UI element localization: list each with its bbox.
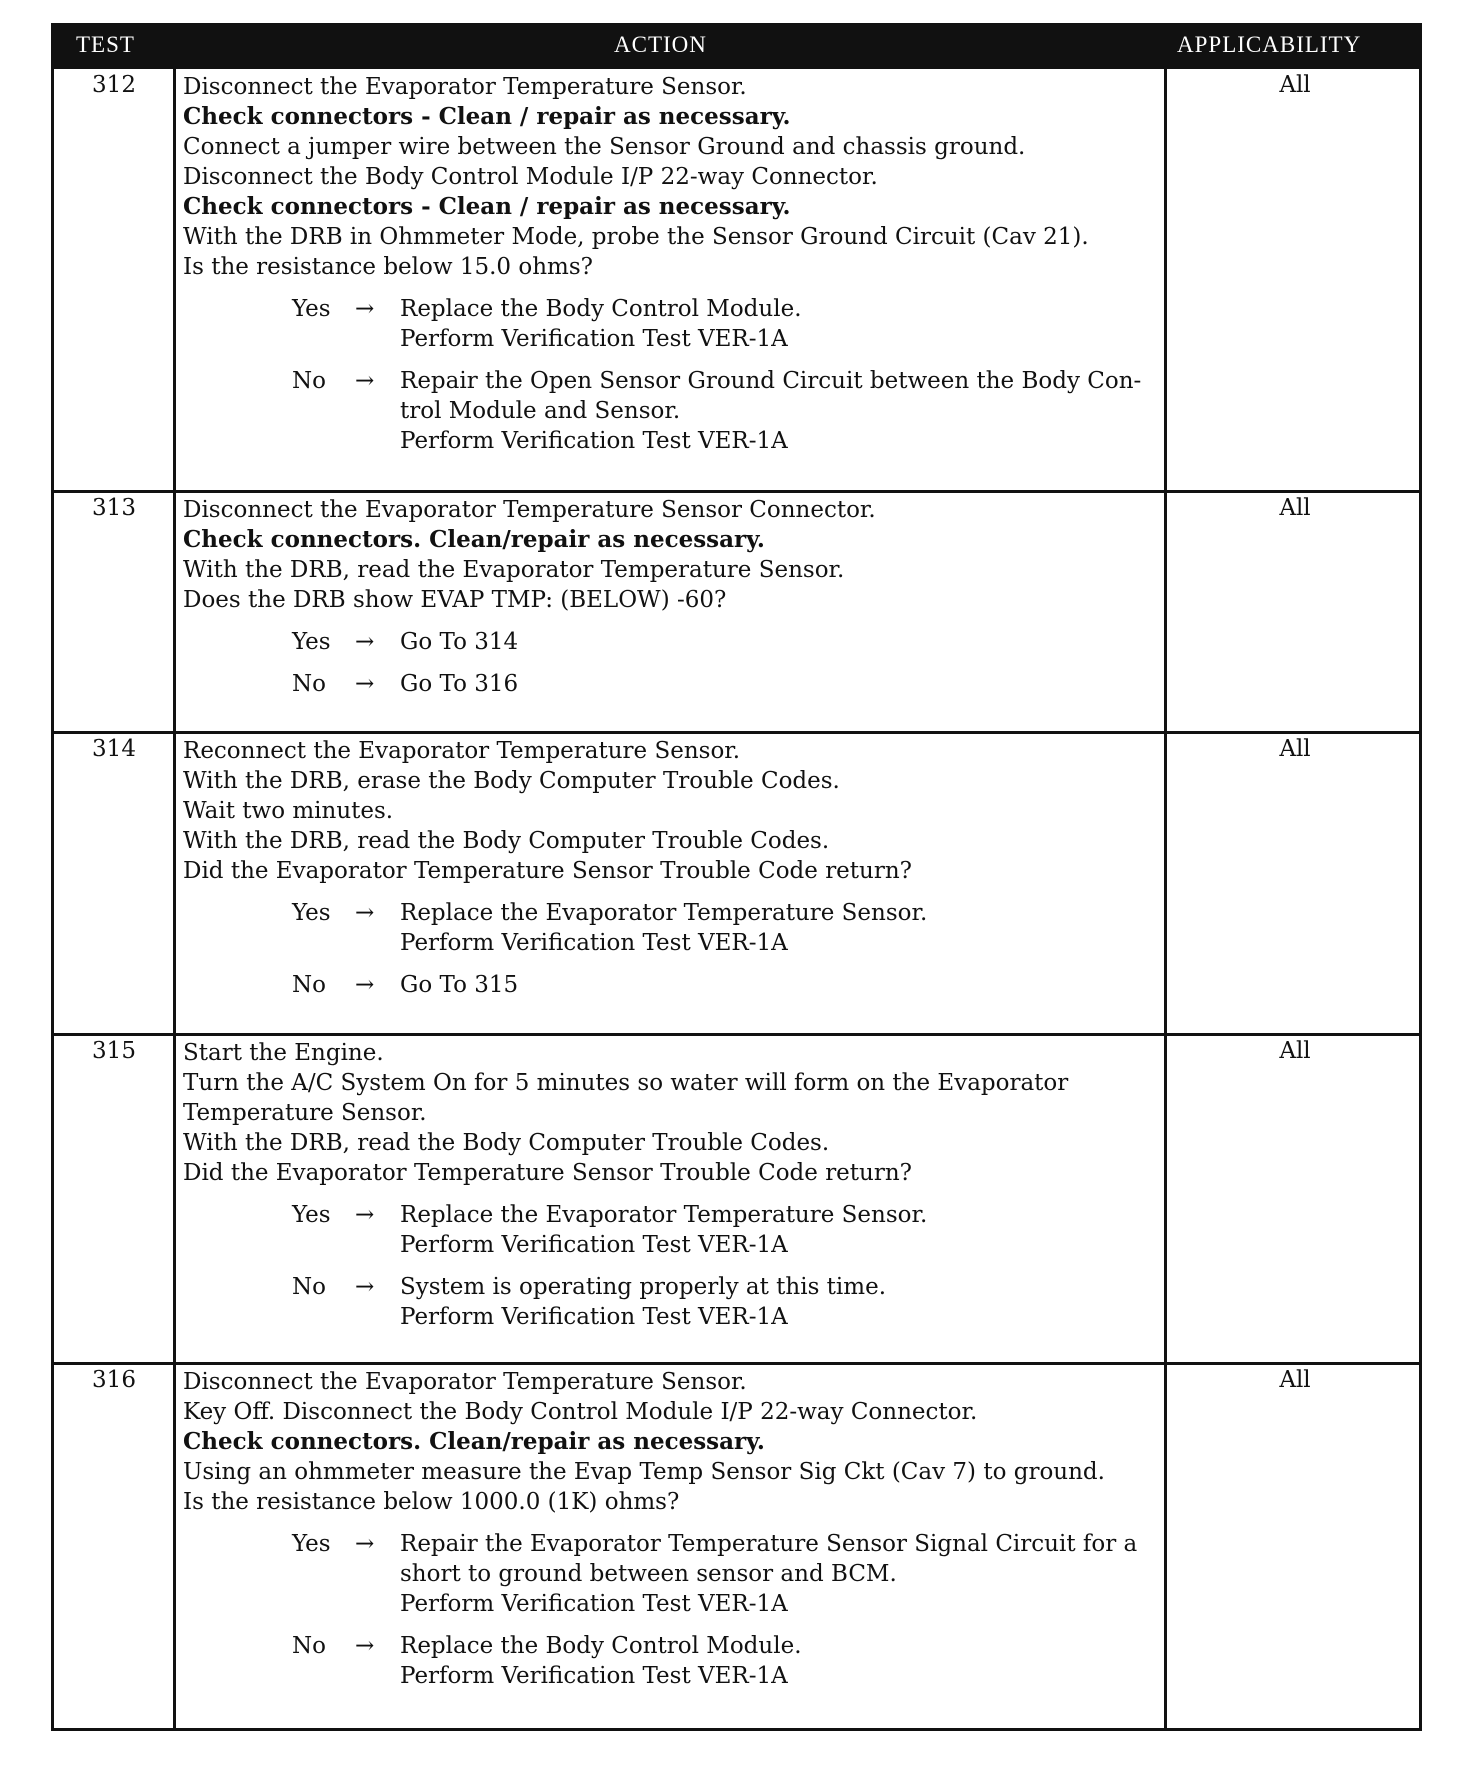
branch-yes [183,1529,1160,1619]
action-line: Check connectors - Clean / repair as necessary. [183,103,791,130]
test-number: 312 [92,72,136,98]
diagnostic-table [51,23,1422,1731]
action-cell [183,495,1160,699]
branch-text: Go To 315 [400,972,519,998]
branch-text: Perform Verification Test VER-1A [400,1663,788,1689]
action-line: Reconnect the Evaporator Temperature Sensor. [183,738,741,764]
action-line: Is the resistance below 1000.0 (1K) ohms? [183,1489,680,1515]
action-line: Check connectors. Clean/repair as necessary. [183,1428,765,1455]
header-action: ACTION [614,32,707,57]
branch-label: No [292,1633,326,1659]
action-line: With the DRB, read the Body Computer Trouble Codes. [183,1130,830,1156]
arrow-right-icon: → [355,1274,375,1300]
action-line: With the DRB in Ohmmeter Mode, probe the Sensor Ground Circuit (Cav 21). [183,224,1089,250]
action-line: Connect a jumper wire between the Sensor Ground and chassis ground. [183,134,1026,160]
column-divider-applicability [1164,26,1167,1728]
branch-text: Perform Verification Test VER-1A [400,1232,788,1258]
branch-text: Replace the Evaporator Temperature Sensor. [400,900,928,926]
action-line: Turn the A/C System On for 5 minutes so water will form on the Evaporator [183,1070,1069,1096]
branch-no [183,1272,1160,1332]
branch-yes [183,1200,1160,1260]
branch-label: Yes [292,629,331,655]
arrow-right-icon: → [355,1202,375,1228]
action-line: Start the Engine. [183,1040,384,1066]
branch-label: Yes [292,1202,331,1228]
arrow-right-icon: → [355,1531,375,1557]
table-header [54,26,1419,69]
branch-text: Perform Verification Test VER-1A [400,930,788,956]
branch-no [183,970,1160,1000]
action-cell [183,736,1160,1000]
action-line: With the DRB, read the Evaporator Temperature Sensor. [183,557,845,583]
branch-text: Repair the Evaporator Temperature Sensor Signal Circuit for a [400,1531,1138,1557]
action-line: Disconnect the Body Control Module I/P 22-way Connector. [183,164,878,190]
action-line: Key Off. Disconnect the Body Control Module I/P 22-way Connector. [183,1399,978,1425]
branch-text: Perform Verification Test VER-1A [400,326,788,352]
arrow-right-icon: → [355,629,375,655]
action-line: Disconnect the Evaporator Temperature Sensor Connector. [183,497,876,523]
action-line: Check connectors - Clean / repair as necessary. [183,193,791,220]
branch-label: No [292,972,326,998]
action-line: With the DRB, read the Body Computer Trouble Codes. [183,828,830,854]
branch-no [183,1631,1160,1691]
action-line: Is the resistance below 15.0 ohms? [183,254,593,280]
branch-label: No [292,1274,326,1300]
branch-text: Go To 316 [400,671,519,697]
header-test: TEST [76,32,135,57]
action-cell [183,1038,1160,1332]
branch-label: No [292,671,326,697]
test-number: 313 [92,495,136,521]
action-line: Wait two minutes. [183,798,394,824]
action-line: Check connectors. Clean/repair as necessary. [183,526,765,553]
row-divider [54,490,1419,493]
branch-text: Replace the Evaporator Temperature Sensor. [400,1202,928,1228]
arrow-right-icon: → [355,296,375,322]
branch-label: Yes [292,296,331,322]
branch-text: Repair the Open Sensor Ground Circuit between the Body Con- [400,368,1142,394]
action-line: Does the DRB show EVAP TMP: (BELOW) -60? [183,587,727,613]
row-divider [54,1362,1419,1365]
action-line: With the DRB, erase the Body Computer Trouble Codes. [183,768,840,794]
test-number: 316 [92,1367,136,1393]
branch-no [183,669,1160,699]
branch-label: Yes [292,1531,331,1557]
branch-text: trol Module and Sensor. [400,398,681,424]
action-line: Disconnect the Evaporator Temperature Sensor. [183,74,747,100]
action-line: Disconnect the Evaporator Temperature Sensor. [183,1369,747,1395]
branch-no [183,366,1160,456]
row-divider [54,731,1419,734]
applicability-value: All [1279,72,1311,98]
branch-text: System is operating properly at this time. [400,1274,887,1300]
test-number: 315 [92,1038,136,1064]
action-line: Did the Evaporator Temperature Sensor Trouble Code return? [183,858,912,884]
row-divider [54,1033,1419,1036]
arrow-right-icon: → [355,671,375,697]
arrow-right-icon: → [355,368,375,394]
branch-text: Perform Verification Test VER-1A [400,1304,788,1330]
header-applicability: APPLICABILITY [1177,32,1362,57]
applicability-value: All [1279,1367,1311,1393]
arrow-right-icon: → [355,972,375,998]
branch-text: short to ground between sensor and BCM. [400,1561,897,1587]
action-cell [183,1367,1160,1691]
branch-label: No [292,368,326,394]
action-line: Did the Evaporator Temperature Sensor Trouble Code return? [183,1160,912,1186]
arrow-right-icon: → [355,900,375,926]
applicability-value: All [1279,736,1311,762]
branch-text: Go To 314 [400,629,519,655]
column-divider-test [173,26,176,1728]
action-cell [183,72,1160,456]
action-line: Using an ohmmeter measure the Evap Temp Sensor Sig Ckt (Cav 7) to ground. [183,1459,1105,1485]
applicability-value: All [1279,495,1311,521]
test-number: 314 [92,736,136,762]
branch-text: Perform Verification Test VER-1A [400,428,788,454]
branch-text: Replace the Body Control Module. [400,1633,802,1659]
branch-text: Perform Verification Test VER-1A [400,1591,788,1617]
branch-yes [183,627,1160,657]
branch-yes [183,294,1160,354]
arrow-right-icon: → [355,1633,375,1659]
action-line: Temperature Sensor. [183,1100,427,1126]
branch-text: Replace the Body Control Module. [400,296,802,322]
applicability-value: All [1279,1038,1311,1064]
branch-yes [183,898,1160,958]
branch-label: Yes [292,900,331,926]
